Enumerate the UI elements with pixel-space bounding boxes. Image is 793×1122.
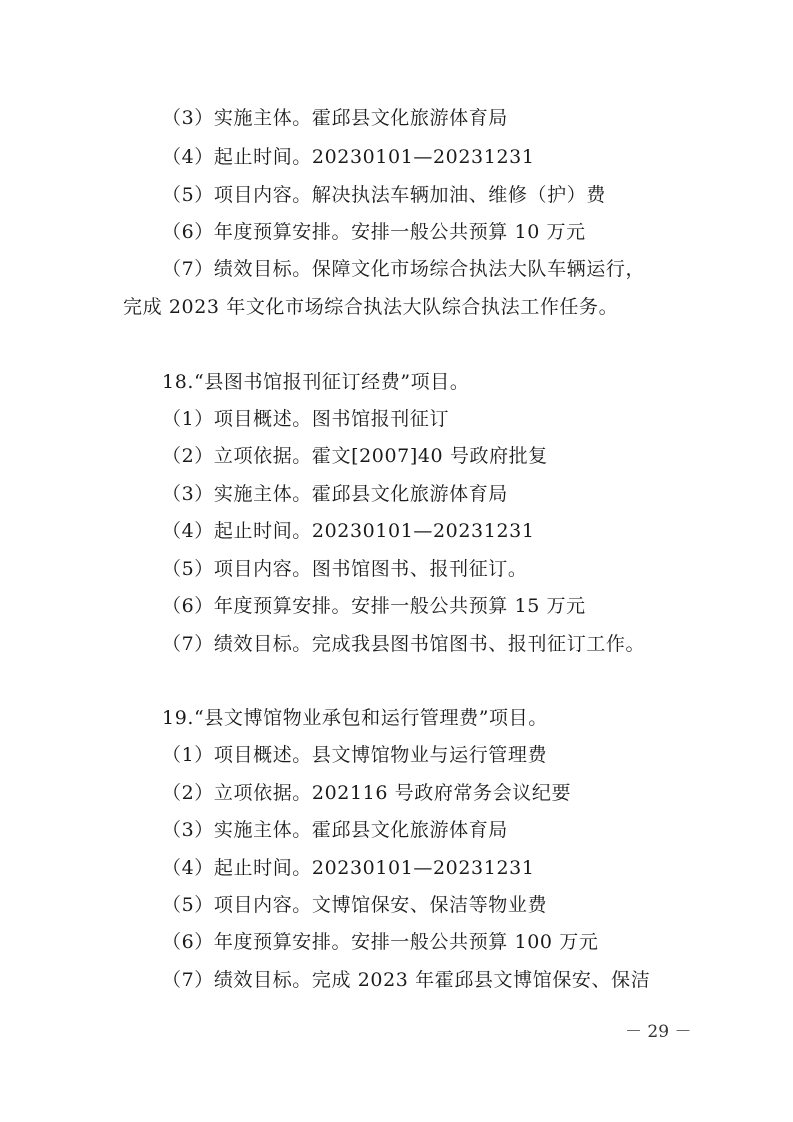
s19-item-2: （2）立项依据。202116 号政府常务会议纪要: [162, 782, 572, 804]
s17-item-7: （7）绩效目标。保障文化市场综合执法大队车辆运行，: [162, 258, 646, 280]
s17-item-7-continuation: 完成 2023 年文化市场综合执法大队综合执法工作任务。: [123, 296, 619, 318]
s18-heading: 18.“县图书馆报刊征订经费”项目。: [162, 371, 470, 393]
page-number: － 29 －: [625, 1022, 692, 1042]
s19-heading: 19.“县文博馆物业承包和运行管理费”项目。: [162, 707, 548, 729]
s18-item-6: （6）年度预算安排。安排一般公共预算 15 万元: [162, 595, 586, 617]
s19-item-6: （6）年度预算安排。安排一般公共预算 100 万元: [162, 931, 599, 953]
s19-item-3: （3）实施主体。霍邱县文化旅游体育局: [162, 819, 508, 841]
s19-item-1: （1）项目概述。县文博馆物业与运行管理费: [162, 744, 548, 766]
s18-item-5: （5）项目内容。图书馆图书、报刊征订。: [162, 558, 528, 580]
s19-item-5: （5）项目内容。文博馆保安、保洁等物业费: [162, 894, 548, 916]
s17-item-4: （4）起止时间。20230101—20231231: [162, 146, 535, 168]
s18-item-1: （1）项目概述。图书馆报刊征订: [162, 408, 450, 430]
s17-item-5: （5）项目内容。解决执法车辆加油、维修（护）费: [162, 184, 606, 206]
s18-item-3: （3）实施主体。霍邱县文化旅游体育局: [162, 483, 508, 505]
s19-item-7: （7）绩效目标。完成 2023 年霍邱县文博馆保安、保洁: [162, 969, 651, 991]
s18-item-4: （4）起止时间。20230101—20231231: [162, 520, 535, 542]
s17-item-6: （6）年度预算安排。安排一般公共预算 10 万元: [162, 221, 586, 243]
s18-item-7: （7）绩效目标。完成我县图书馆图书、报刊征订工作。: [162, 633, 646, 655]
s17-item-3: （3）实施主体。霍邱县文化旅游体育局: [162, 107, 508, 129]
s19-item-4: （4）起止时间。20230101—20231231: [162, 857, 535, 879]
s18-item-2: （2）立项依据。霍文[2007]40 号政府批复: [162, 445, 548, 467]
